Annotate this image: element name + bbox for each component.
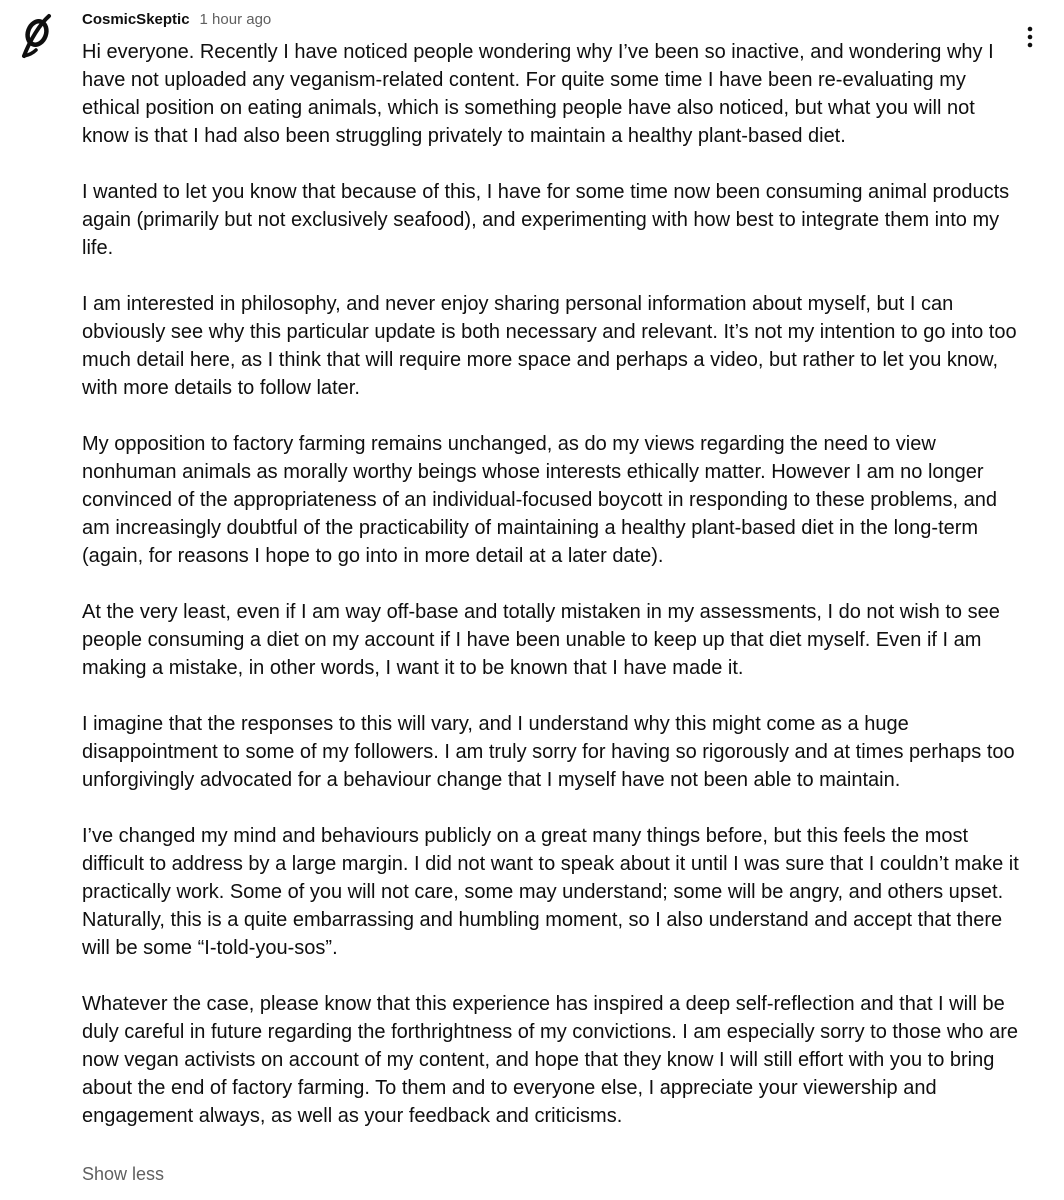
comment-timestamp[interactable]: 1 hour ago [199, 11, 272, 28]
comment-paragraph: I’ve changed my mind and behaviours publicly on a great many things before, but this feels the most difficult to address by a large margin. I did not want to speak about it until I was sure that I couldn’t make it practically work. Some of you will not care, some may understand; some will be angry, and others upset. Naturally, this is a quite embarrassing and humbling moment, so I also understand and accept that there will be some “I-told-you-sos”. [82, 825, 1019, 959]
comment-paragraph: I imagine that the responses to this will vary, and I understand why this might come as a huge disappointment to some of my followers. I am truly sorry for having so rigorously and at times perhaps too unforgivingly advocated for a behaviour change that I myself have not been able to maintain. [82, 713, 1015, 791]
show-less-button[interactable]: Show less [82, 1164, 165, 1184]
comment-paragraph: My opposition to factory farming remains unchanged, as do my views regarding the need to view nonhuman animals as morally worthy beings whose interests ethically matter. However I am no longer convinced of the appropriateness of an individual-focused boycott in responding to these problems, and am increasingly doubtful of the practicability of maintaining a healthy plant-based diet in the long-term (again, for reasons I hope to go into in more detail at a later date). [82, 433, 998, 567]
comment-paragraph: Hi everyone. Recently I have noticed people wondering why I’ve been so inactive, and wondering why I have not uploaded any veganism-related content. For quite some time I have been re-evaluating my ethical position on eating animals, which is something people have also noticed, but what you will not know is that I had also been struggling privately to maintain a healthy plant-based diet. [82, 41, 994, 147]
comment-paragraph: Whatever the case, please know that this experience has inspired a deep self-reflection and that I will be duly careful in future regarding the forthrightness of my convictions. I am especially sorry to those who are now vegan activists on account of my content, and hope that they know I will still effort with you to bring about the end of factory farming. To them and to everyone else, I appreciate your viewership and engagement always, as well as your feedback and criticisms. [82, 993, 1019, 1127]
comment-body [82, 38, 1022, 1130]
comment-paragraph: At the very least, even if I am way off-base and totally mistaken in my assessments, I do not wish to see people consuming a diet on my account if I have been unable to keep up that diet myself. Even if I am making a mistake, in other words, I want it to be known that I have made it. [82, 601, 1000, 679]
planet-logo-icon [16, 10, 56, 62]
comment-header [82, 11, 271, 33]
avatar[interactable] [16, 10, 56, 62]
comment-paragraph: I am interested in philosophy, and never enjoy sharing personal information about myself, but I can obviously see why this particular update is both necessary and relevant. It’s not my intention to go into too much detail here, as I think that will require more space and perhaps a video, but rather to let you know, with more details to follow later. [82, 293, 1017, 399]
author-name[interactable]: CosmicSkeptic [82, 11, 190, 28]
comment-paragraph: I wanted to let you know that because of this, I have for some time now been consuming animal products again (primarily but not exclusively seafood), and experimenting with how best to integrate them into my life. [82, 181, 1010, 259]
